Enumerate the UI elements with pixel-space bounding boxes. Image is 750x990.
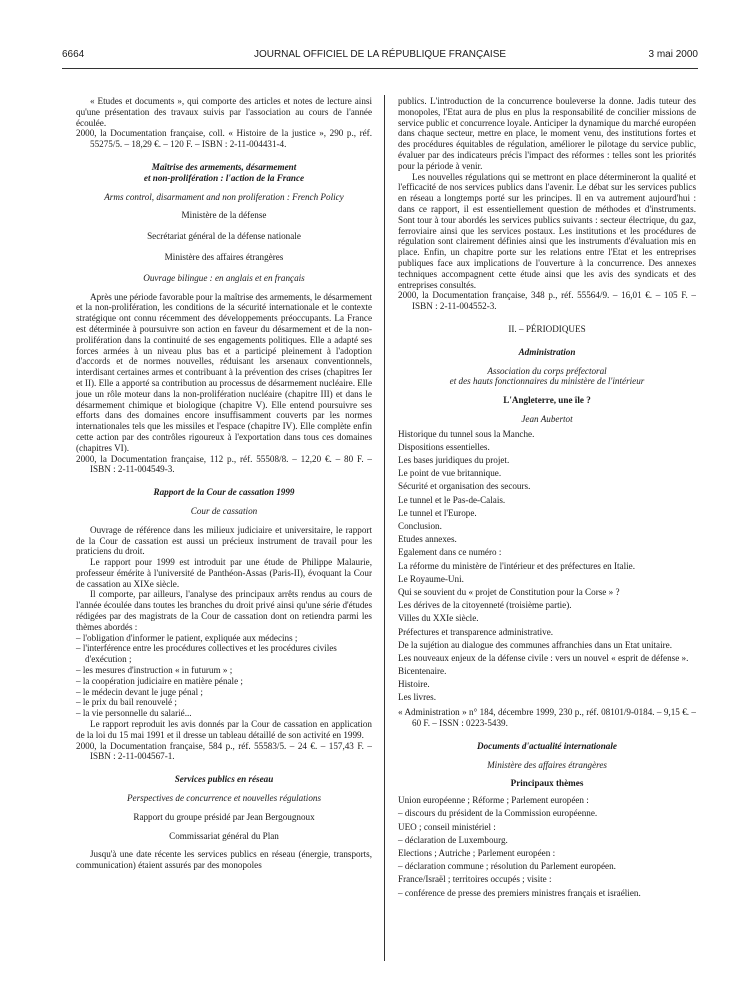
toc-item: Sécurité et organisation des secours. <box>398 481 531 492</box>
networks-paragraph-1: Jusqu'à une date récente les services publics en réseau (énergie, transports, communication) étaient assurés par des monopoles <box>76 849 372 871</box>
toc-item: Egalement dans ce numéro : <box>398 547 502 558</box>
networks-reference: 2000, la Documentation française, 348 p., réf. 55564/9. – 16,01 €. – 105 F. – ISBN : 2-11-004552-3. <box>398 290 696 312</box>
toc-item: Les bases juridiques du projet. <box>398 455 510 466</box>
toc-item: Les dérives de la citoyenneté (troisième partie). <box>398 600 572 611</box>
assoc-line-2: et des hauts fonctionnaires du ministère de l'intérieur <box>449 376 645 387</box>
cassation-paragraph-2: Le rapport pour 1999 est introduit par une étude de Philippe Malaurie, professeur émérite à l'université de Panthéon-Assas (Paris-II), évoquant la Cour de cassation au XIXe siècle. <box>76 557 372 589</box>
cassation-paragraph-3: Il comporte, par ailleurs, l'analyse des principaux arrêts rendus au cours de l'année écoulée dans toutes les branches du droit privé ainsi qu'une série d'études rédigées par des magistrats de la Cour de cassation dont on retiendra parmi les thèmes abordés : <box>76 589 372 632</box>
left-column <box>76 96 372 871</box>
table-of-contents <box>398 429 696 704</box>
toc-item: La réforme du ministère de l'intérieur et des préfectures en Italie. <box>398 560 636 571</box>
arms-org-defense: Ministère de la défense <box>181 210 267 221</box>
journal-title: JOURNAL OFFICIEL DE LA RÉPUBLIQUE FRANÇAISE <box>253 49 507 60</box>
cassation-topic: – l'interférence entre les procédures collectives et les procédures civiles d'exécution ; <box>76 643 337 665</box>
theme-item: – déclaration commune ; résolution du Parlement européen. <box>398 861 616 872</box>
theme-item: Union européenne ; Réforme ; Parlement européen : <box>398 795 589 806</box>
toc-item: Les livres. <box>398 692 437 703</box>
right-column <box>398 96 696 898</box>
cassation-paragraph-1: Ouvrage de référence dans les milieux judiciaire et universitaire, le rapport de la Cour de cassation est aussi un précieux instrument de travail pour les praticiens du droit. <box>76 524 372 557</box>
arms-org-foreign: Ministère des affaires étrangères <box>164 251 284 262</box>
toc-item: Le tunnel et le Pas-de-Calais. <box>398 494 506 505</box>
toc-item: Historique du tunnel sous la Manche. <box>398 428 535 439</box>
article-author: Jean Aubertot <box>521 413 573 424</box>
article-title: L'Angleterre, une île ? <box>503 395 591 406</box>
toc-item: Dispositions essentielles. <box>398 441 490 452</box>
page-number: 6664 <box>62 49 85 60</box>
networks-subtitle: Perspectives de concurrence et nouvelles régulations <box>126 793 321 804</box>
assoc-line-1: Association du corps préfectoral <box>487 365 607 376</box>
arms-summary: Après une période favorable pour la maîtrise des armements, le désarmement et la non-prolifération, les conditions de la sécurité internationale et le contexte stratégique ont connu récemment des développements préoccupants. La France est déterminée à poursuivre son action en faveur du désarmement et de la non-prolifération dans la continuité de ses engagements politiques. Elle a adapté ses forces armées à un niveau plus bas et a participé pleinement à l'adoption d'accords et de normes nouvelles, réduisant les arsenaux conventionnels, interdisant certaines armes et contribuant à la prévention des crises (chapitres Ier et II). Elle a apporté sa contribution au processus de désarmement nucléaire. Elle joue un rôle moteur dans la non-prolifération nucléaire (chapitre III) et dans le désarmement chimique et biologique (chapitre V). Elle entend poursuivre ses efforts dans des domaines encore insuffisamment couverts par les normes internationales tels que les missiles et l'espace (chapitre IV). Elle complète enfin cette action par des contrôles rigoureux à l'exportation dans tous ces domaines (chapitres VI). <box>76 291 373 453</box>
cassation-title: Rapport de la Cour de cassation 1999 <box>153 487 295 498</box>
cassation-subtitle: Cour de cassation <box>190 505 258 516</box>
docs-title: Documents d'actualité internationale <box>477 740 617 751</box>
cassation-paragraph-4: Le rapport reproduit les avis donnés par la Cour de cassation en application de la loi du 15 mai 1991 et il dresse un tableau détaillé de son activité en 1999. <box>76 719 372 740</box>
page-header <box>62 49 698 63</box>
toc-item: Préfectures et transparence administrative. <box>398 626 554 637</box>
cassation-topic: – la vie personnelle du salarié... <box>76 708 192 719</box>
arms-reference: 2000, la Documentation française, 112 p., réf. 55508/8. – 12,20 €. – 80 F. – ISBN : 2-11-004549-3. <box>76 453 372 475</box>
networks-paragraph-2: Les nouvelles régulations qui se mettront en place détermineront la qualité et l'efficacité de nos services publics dans l'avenir. Le débat sur les services publics en réseau a longtemps porté sur les principes. Il en va autrement aujourd'hui : dans ce rapport, il est essentiellement question de méthodes et d'instruments. Sont tour à tour abordés les services publics suivants : secteur électrique, du gaz, ferroviaire ainsi que les services postaux. Les institutions et les procédures de régulation sont clairement définies ainsi que les instruments d'évaluation mis en place. Enfin, un chapitre porte sur les relations entre l'Etat et les entreprises publiques face aux implications de l'ouverture à la concurrence. Des annexes techniques accompagnent cette étude ainsi que les avis des syndicats et des entreprises consultés. <box>398 171 696 290</box>
cassation-reference: 2000, la Documentation française, 584 p., réf. 55583/5. – 24 €. – 157,43 F. – ISBN : 2-11-004567-1. <box>76 740 372 762</box>
cassation-topic: – l'obligation d'informer le patient, expliquée aux médecins ; <box>76 632 298 643</box>
toc-item: De la sujétion au dialogue des communes affranchies dans un Etat unitaire. <box>398 639 673 650</box>
networks-group: Rapport du groupe présidé par Jean Bergougnoux <box>133 811 315 822</box>
theme-item: France/Israël ; territoires occupés ; visite : <box>398 874 552 885</box>
arms-title-english: Arms control, disarmament and non proliferation : French Policy <box>104 191 344 202</box>
cassation-topic: – le médecin devant le juge pénal ; <box>76 686 203 697</box>
theme-item: UEO ; conseil ministériel : <box>398 821 496 832</box>
toc-item: Qui se souvient du « projet de Constitution pour la Corse » ? <box>398 586 620 597</box>
cassation-topic: – le prix du bail renouvelé ; <box>76 697 177 708</box>
header-rule <box>62 68 698 69</box>
toc-item: Histoire. <box>398 679 430 690</box>
toc-item: Bicentenaire. <box>398 666 447 677</box>
theme-item: Elections ; Autriche ; Parlement européen : <box>398 848 556 858</box>
arms-org-sgdn: Secrétariat général de la défense nationale <box>147 231 301 242</box>
periodical-reference: « Administration » n° 184, décembre 1999, 230 p., réf. 08101/9-0184. – 9,15 €. – 60 F. – ISSN : 0223-5439. <box>398 707 696 729</box>
networks-org: Commissariat général du Plan <box>169 830 279 841</box>
arms-title-line-2: et non-prolifération : l'action de la France <box>143 172 305 183</box>
docs-org: Ministère des affaires étrangères <box>487 759 607 770</box>
arms-title-line-1: Maîtrise des armements, désarmement <box>151 161 297 172</box>
themes-list <box>398 795 696 898</box>
intro-paragraph: « Etudes et documents », qui comporte des articles et notes de lecture ainsi qu'une présentation des travaux suivis par l'association au cours de l'année écoulée. <box>76 96 372 128</box>
toc-item: Etudes annexes. <box>398 534 457 545</box>
theme-item: – discours du président de la Commission européenne. <box>398 808 598 819</box>
intro-reference: 2000, la Documentation française, coll. « Histoire de la justice », 290 p., réf. 55275/5. – 18,29 €. – 120 F. – ISBN : 2-11-004431-4. <box>76 128 372 150</box>
issue-date: 3 mai 2000 <box>648 49 698 60</box>
toc-item: Conclusion. <box>398 521 442 532</box>
networks-paragraph-1-cont: publics. L'introduction de la concurrence bouleverse la donne. Jadis tuteur des monopoles, l'Etat aura de plus en plus la responsabilité de concilier missions de service public et concurrence loyale. Anticiper la dynamique du marché européen dans chaque secteur, mettre en place, le moment venu, des institutions fortes et des procédures équitables de régulation, améliorer le pilotage du service public, évaluer par des indicateurs précis l'impact des réformes : telles sont les priorités pour la période à venir. <box>398 96 696 171</box>
theme-item: – déclaration de Luxembourg. <box>398 834 508 845</box>
toc-item: Le tunnel et l'Europe. <box>398 507 477 518</box>
toc-item: Le point de vue britannique. <box>398 468 502 479</box>
themes-title: Principaux thèmes <box>510 778 584 789</box>
cassation-topic: – la coopération judiciaire en matière pénale ; <box>76 675 243 686</box>
networks-title: Services publics en réseau <box>174 774 274 785</box>
arms-bilingual-note: Ouvrage bilingue : en anglais et en français <box>143 272 305 283</box>
toc-item: Le Royaume-Uni. <box>398 573 464 584</box>
column-rule <box>384 95 385 961</box>
toc-item: Les nouveaux enjeux de la défense civile : vers un nouvel « esprit de défense ». <box>398 652 689 663</box>
admin-heading: Administration <box>518 346 576 357</box>
toc-item: Villes du XXIe siècle. <box>398 613 479 624</box>
cassation-topics <box>76 633 372 719</box>
section-heading: II. – PÉRIODIQUES <box>508 323 586 334</box>
theme-item: – conférence de presse des premiers ministres français et israélien. <box>398 887 641 898</box>
cassation-topic: – les mesures d'instruction « in futurum » ; <box>76 665 233 676</box>
